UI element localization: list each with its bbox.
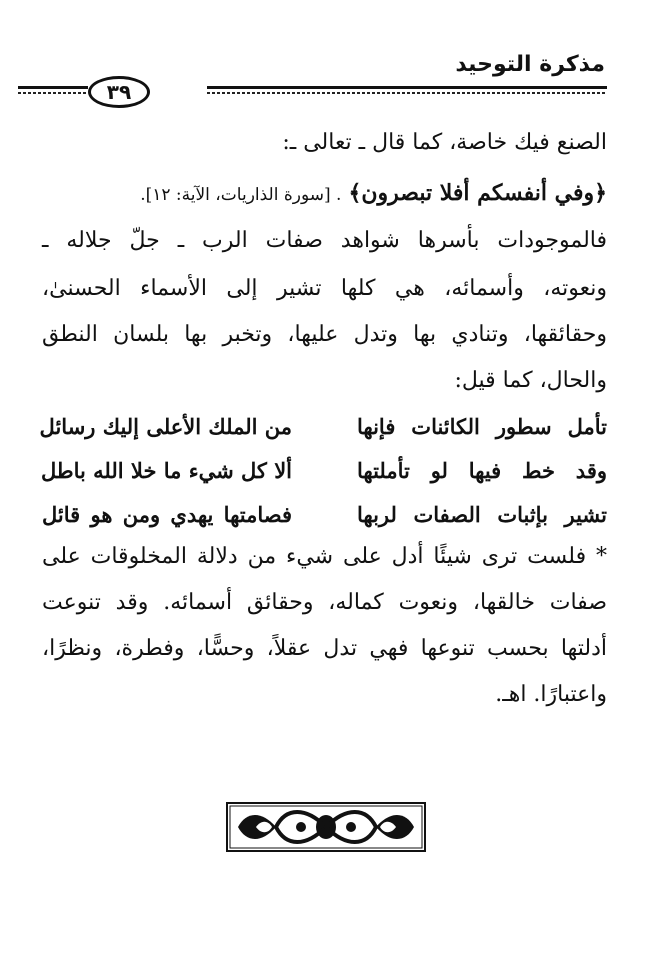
poem-verse-1-left: من الملك الأعلى إليك رسائل: [39, 414, 292, 439]
header-rule-right: [207, 86, 607, 96]
closing-line-2: صفات خالقها، ونعوت كماله، وحقائق أسمائه. وقد تنوعت: [42, 590, 607, 615]
running-header-title: مذكرة التوحيد: [455, 52, 605, 77]
page-number: ٣٩: [88, 76, 150, 108]
text-line-3: فالموجودات بأسرها شواهد صفات الرب ـ جلّ جلاله ـ: [42, 228, 607, 253]
poem-verse-2-right: وقد خط فيها لو تأملتها: [357, 458, 607, 483]
text-line-4: ونعوته، وأسمائه، هي كلها تشير إلى الأسماء الحسنىٰ،: [42, 276, 607, 301]
poem-verse-3-right: تشير بإثبات الصفات لربها: [357, 502, 607, 527]
poem-verse-2-left: ألا كل شيء ما خلا الله باطل: [40, 458, 292, 483]
closing-line-1: * فلست ترى شيئًا أدل على شيء من دلالة المخلوقات على: [42, 544, 607, 569]
closing-line-4: واعتبارًا. اهـ.: [495, 682, 607, 707]
verse-reference: . [سورة الذاريات، الآية: ١٢].: [140, 185, 342, 205]
floral-divider-icon: [226, 802, 426, 852]
poem-verse-1-right: تأمل سطور الكائنات فإنها: [357, 414, 607, 439]
text-line-1: الصنع فيك خاصة، كما قال ـ تعالى ـ:: [282, 130, 607, 155]
closing-line-3: أدلتها بحسب تنوعها فهي تدل عقلاً، وحسًّا، وفطرة، ونظرًا،: [42, 636, 607, 661]
text-line-5: وحقائقها، وتنادي بها وتدل عليها، وتخبر بها بلسان النطق: [42, 322, 607, 347]
quran-verse-line: [42, 178, 607, 210]
quran-verse: ﴿وفي أنفسكم أفلا تبصرون﴾: [348, 180, 607, 206]
text-line-6: والحال، كما قيل:: [454, 368, 607, 393]
poem-verse-3-left: فصامتها يهدي ومن هو قائل: [42, 502, 292, 527]
header-rule-left: [18, 86, 88, 96]
